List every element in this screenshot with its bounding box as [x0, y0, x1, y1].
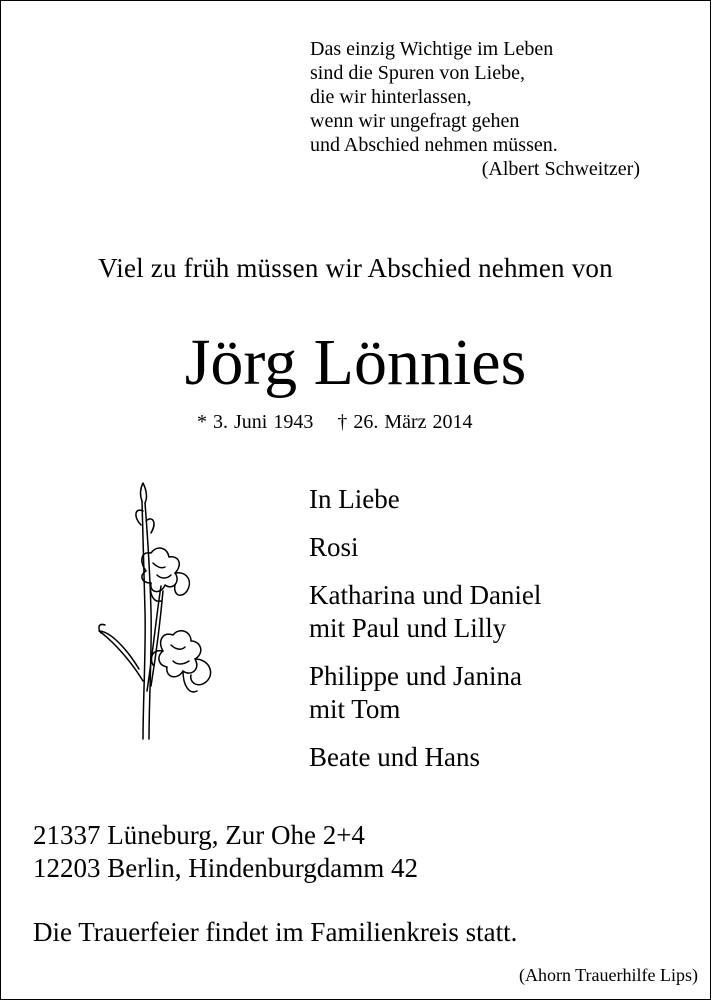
birth-date: * 3. Juni 1943 [197, 411, 314, 433]
deceased-name: Jörg Lönnies [184, 326, 527, 399]
quote-author: (Albert Schweitzer) [481, 158, 640, 180]
undertaker-credit: (Ahorn Trauerhilfe Lips) [519, 965, 698, 985]
address-block [33, 819, 418, 885]
death-date: † 26. März 2014 [337, 411, 473, 433]
address-line: 21337 Lüneburg, Zur Ohe 2+4 [33, 820, 365, 850]
quote-line: die wir hinterlassen, [310, 86, 472, 108]
family-group [309, 660, 541, 726]
quote-line: wenn wir ungefragt gehen [310, 110, 520, 132]
quote-line: Das einzig Wichtige im Leben [310, 38, 554, 60]
family-line: mit Tom [309, 694, 401, 724]
family-line: Rosi [309, 532, 359, 562]
quote-line: und Abschied nehmen müssen. [310, 134, 558, 156]
life-dates [197, 411, 473, 434]
iris-flower-icon [91, 481, 231, 741]
family-line: mit Paul und Lilly [309, 613, 507, 643]
greeting: In Liebe [309, 484, 400, 514]
family-line: Philippe und Janina [309, 661, 522, 691]
family-signatures [309, 483, 541, 789]
family-group [309, 741, 541, 774]
quote-line: sind die Spuren von Liebe, [310, 62, 525, 84]
address-line: 12203 Berlin, Hindenburgdamm 42 [33, 853, 418, 883]
quote-block [310, 37, 640, 181]
family-group [309, 531, 541, 564]
family-line: Beate und Hans [309, 742, 480, 772]
greeting-group [309, 483, 541, 516]
family-group [309, 579, 541, 645]
funeral-note: Die Trauerfeier findet im Familienkreis statt. [33, 917, 518, 947]
intro-text: Viel zu früh müssen wir Abschied nehmen von [98, 253, 613, 283]
family-line: Katharina und Daniel [309, 580, 542, 610]
